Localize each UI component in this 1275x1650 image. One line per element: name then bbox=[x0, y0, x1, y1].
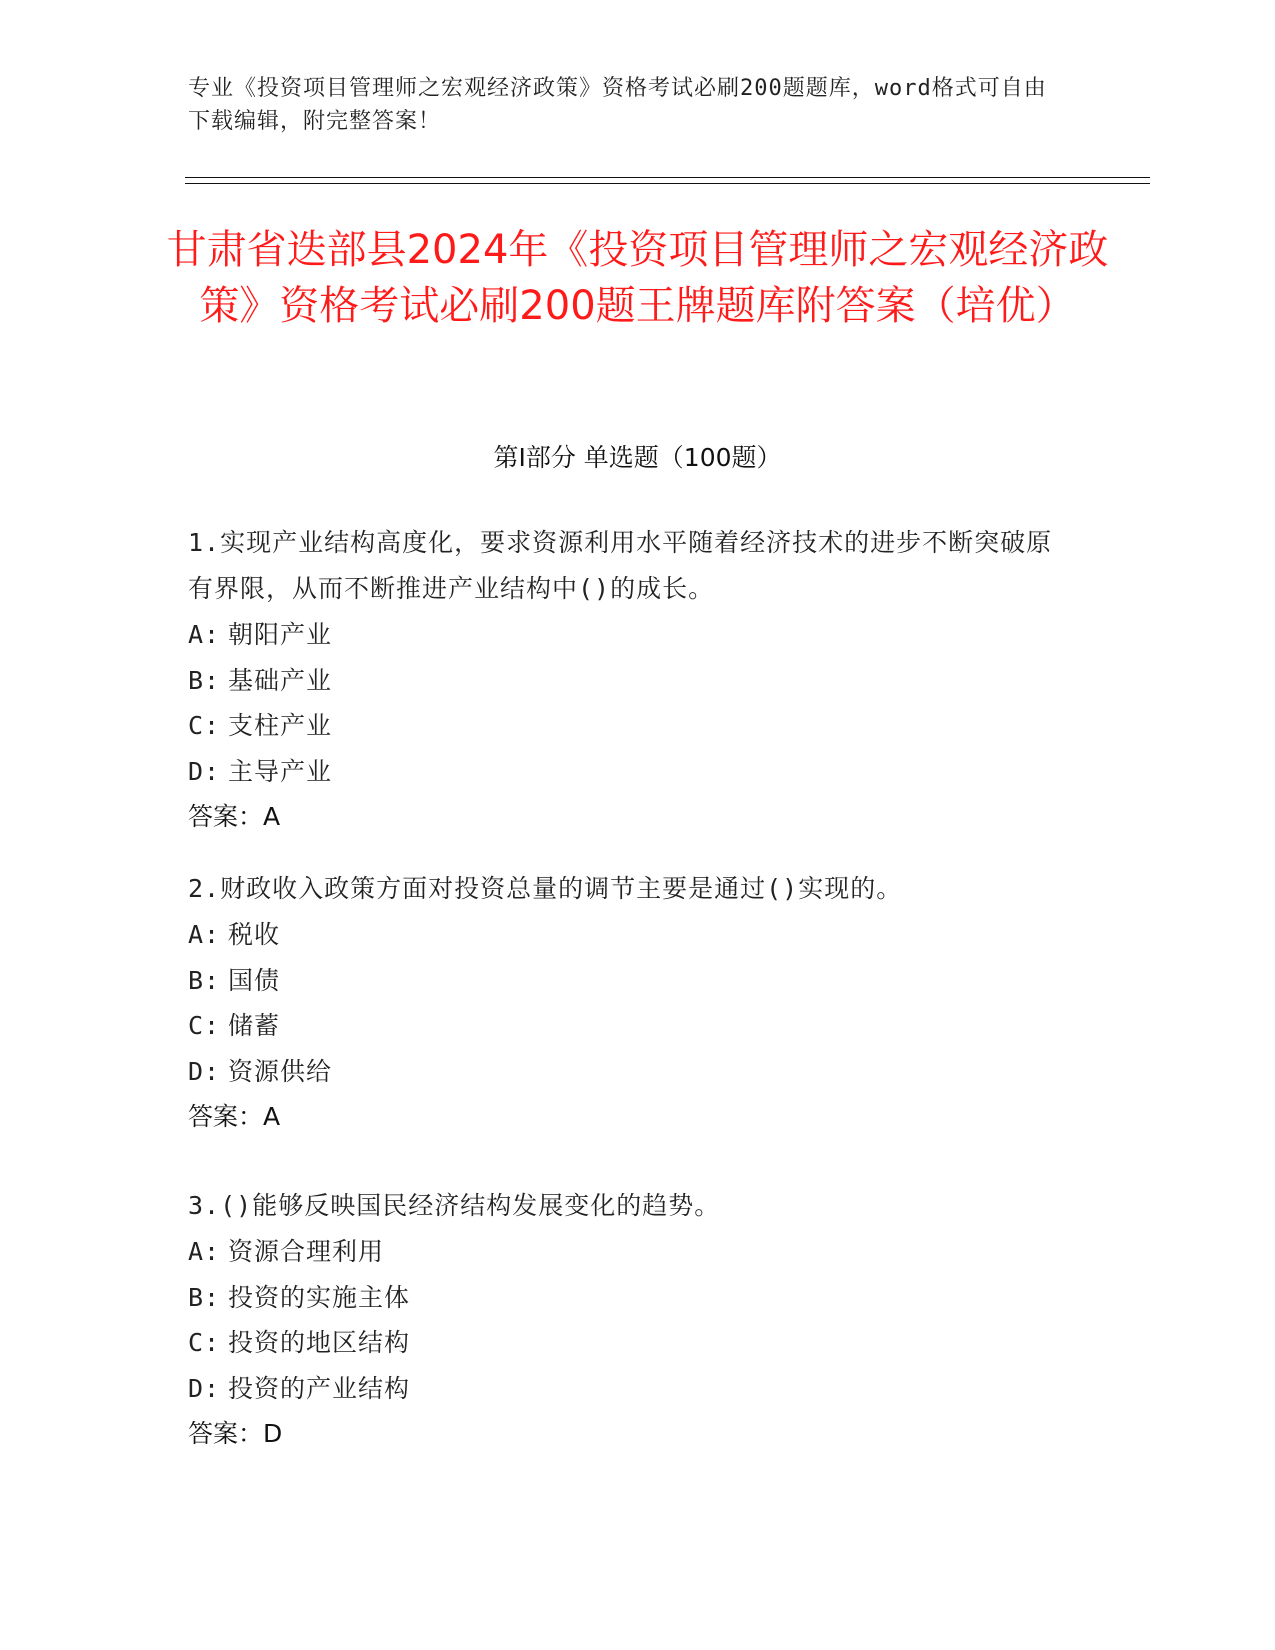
option-letter: B: bbox=[188, 665, 221, 695]
option-letter: A: bbox=[188, 920, 221, 949]
option-a bbox=[188, 612, 1068, 658]
option-letter: A: bbox=[188, 1237, 221, 1266]
header-note: 专业《投资项目管理师之宏观经济政策》资格考试必刷200题题库，word格式可自由下载编辑，附完整答案！ bbox=[188, 76, 1047, 134]
question-stem: 1.实现产业结构高度化，要求资源利用水平随着经济技术的进步不断突破原有界限，从而不断推进产业结构中()的成长。 bbox=[188, 528, 1053, 603]
option-letter: D: bbox=[188, 1056, 221, 1086]
option-letter: C: bbox=[188, 1328, 221, 1357]
header-divider-bottom bbox=[185, 183, 1150, 184]
option-c bbox=[188, 1003, 1068, 1049]
document-title: 甘肃省迭部县2024年《投资项目管理师之宏观经济政策》资格考试必刷200题王牌题库附答案（培优） bbox=[166, 227, 1109, 329]
question-1 bbox=[188, 520, 1068, 840]
section-heading: 第Ⅰ部分 单选题（100题） bbox=[493, 443, 782, 472]
answer: 答案：A bbox=[188, 1102, 281, 1131]
question-3 bbox=[188, 1183, 1068, 1457]
option-text: 基础产业 bbox=[228, 665, 333, 695]
option-letter: C: bbox=[188, 1011, 221, 1040]
question-stem: 2.财政收入政策方面对投资总量的调节主要是通过()实现的。 bbox=[188, 874, 903, 903]
option-a bbox=[188, 912, 1068, 958]
option-text: 投资的产业结构 bbox=[228, 1373, 411, 1403]
option-text: 税收 bbox=[228, 920, 281, 949]
question-2 bbox=[188, 866, 1068, 1140]
option-text: 国债 bbox=[228, 965, 281, 995]
option-a bbox=[188, 1229, 1068, 1275]
option-text: 资源合理利用 bbox=[228, 1237, 385, 1266]
option-text: 资源供给 bbox=[228, 1056, 333, 1086]
option-text: 储蓄 bbox=[228, 1011, 281, 1040]
option-letter: B: bbox=[188, 965, 221, 995]
option-text: 投资的地区结构 bbox=[228, 1328, 411, 1357]
option-d bbox=[188, 749, 1068, 795]
option-b bbox=[188, 958, 1068, 1004]
question-stem: 3.()能够反映国民经济结构发展变化的趋势。 bbox=[188, 1191, 721, 1220]
option-text: 支柱产业 bbox=[228, 711, 333, 740]
option-text: 投资的实施主体 bbox=[228, 1282, 411, 1312]
option-b bbox=[188, 1275, 1068, 1321]
option-d bbox=[188, 1049, 1068, 1095]
option-letter: C: bbox=[188, 711, 221, 740]
option-b bbox=[188, 658, 1068, 704]
option-text: 主导产业 bbox=[228, 756, 333, 786]
answer: 答案：A bbox=[188, 802, 281, 831]
option-letter: B: bbox=[188, 1282, 221, 1312]
option-letter: A: bbox=[188, 620, 221, 649]
option-d bbox=[188, 1366, 1068, 1412]
header-divider-top bbox=[185, 177, 1150, 178]
option-text: 朝阳产业 bbox=[228, 620, 333, 649]
option-c bbox=[188, 703, 1068, 749]
option-letter: D: bbox=[188, 756, 221, 786]
option-c bbox=[188, 1320, 1068, 1366]
option-letter: D: bbox=[188, 1373, 221, 1403]
answer: 答案：D bbox=[188, 1419, 283, 1448]
